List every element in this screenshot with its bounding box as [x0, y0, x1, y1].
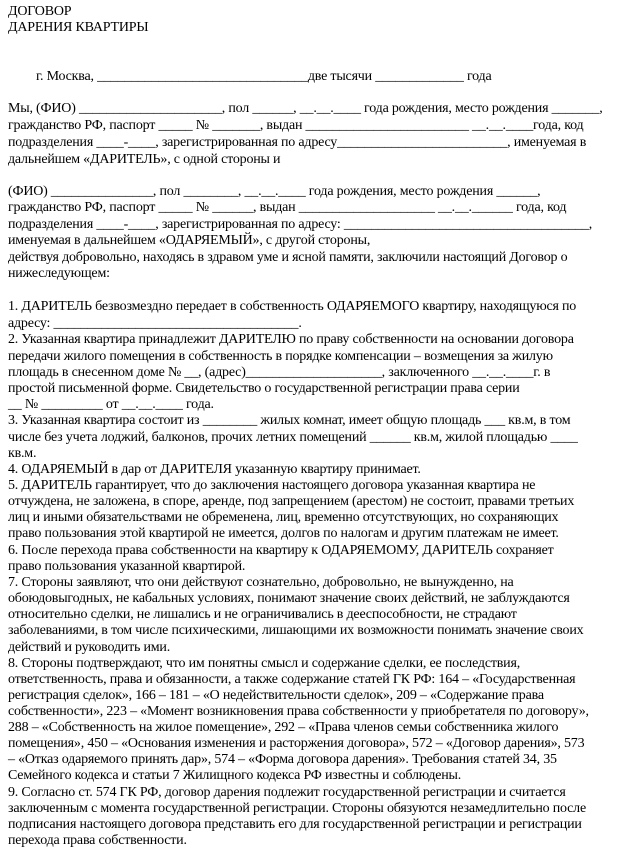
clause-7-line: заболеваниями, в том числе психическими, лишающими их возможности понимать значение своих: [8, 623, 584, 638]
donee-line: гражданство РФ, паспорт _____ № ______, выдан ____________________ __.__.______ года, код: [8, 200, 567, 215]
donee-line: подразделения ____-____, зарегистрированная по адресу: ____________________________________,: [8, 217, 593, 232]
clause-8-line: регистрация сделок», 166 – 181 – «О недействительности сделок», 209 – «Содержание права: [8, 688, 544, 703]
donee-line: именуемая в дальнейшем «ОДАРЯЕМЫЙ», с другой стороны,: [8, 233, 371, 248]
clause-7-line: действий и руководить ими.: [8, 640, 171, 655]
clause-2-line: простой письменной форме. Свидетельство о государственной регистрации права серии: [8, 381, 520, 396]
clause-5-line: 5. ДАРИТЕЛЬ гарантирует, что до заключения настоящего договора указанная квартира не: [8, 478, 536, 493]
donor-line: подразделения ____-____, зарегистрированная по адресу_________________________, именуемая в: [8, 135, 587, 150]
donor-line: Мы, (ФИО) _____________________, пол ______, __.__.____ года рождения, место рождения _______,: [8, 101, 603, 116]
clause-2-line: передачи жилого помещения в собственность в порядке компенсации – возмещения за жилую: [8, 349, 553, 364]
clause-3-line: числе без учета лоджий, балконов, прочих летних помещений ______ кв.м, жилой площадью ____: [8, 430, 578, 445]
clause-9-line: заключенным с момента государственной регистрации. Стороны обязуются незамедлительно после: [8, 801, 586, 816]
clause-8-line: – «Отказ одаряемого принять дар», 574 – «Форма договора дарения». Требования статей 34, 35: [8, 752, 557, 767]
title-line-2: ДАРЕНИЯ КВАРТИРЫ: [8, 20, 149, 35]
clause-2-line: 2. Указанная квартира принадлежит ДАРИТЕЛЮ по праву собственности на основании договора: [8, 332, 574, 347]
clause-7-line: обоюдовыгодных, не кабальных условиях, понимают значение своих действий, не заблуждаются: [8, 591, 570, 606]
clause-2-line: __ № _________ от __.__.____ года.: [8, 397, 214, 412]
clause-8-line: 8. Стороны подтверждают, что им понятны смысл и содержание сделки, ее последствия,: [8, 656, 521, 671]
clause-6-line: право пользования указанной квартирой.: [8, 559, 246, 574]
clause-9-line: перехода права собственности.: [8, 833, 187, 848]
clause-9-line: 9. Согласно ст. 574 ГК РФ, договор дарения подлежит государственной регистрации и считается: [8, 785, 566, 800]
donee-line: действуя добровольно, находясь в здравом уме и ясной памяти, заключили настоящий Договор о: [8, 250, 568, 265]
clause-3-line: 3. Указанная квартира состоит из ________ жилых комнат, имеет общую площадь ___ кв.м, в том: [8, 413, 571, 428]
clause-8-line: 288 – «Собственность на жилое помещение», 292 – «Права членов семьи собственника жилого: [8, 720, 559, 735]
clause-7-line: относительно сделки, не лишались и не ограничивались в дееспособности, не страдают: [8, 607, 517, 622]
clause-3-line: кв.м.: [8, 446, 37, 461]
clause-1-line: 1. ДАРИТЕЛЬ безвозмездно передает в собственность ОДАРЯЕМОГО квартиру, находящуюся по: [8, 299, 577, 314]
clause-8-line: собственности», 223 – «Момент возникновения права собственности у приобретателя по договору»,: [8, 704, 589, 719]
donee-line: (ФИО) _______________, пол ________, __.__.____ года рождения, место рождения ______,: [8, 184, 541, 199]
clause-8-line: Семейного кодекса и статьи 7 Жилищного кодекса РФ известны и соблюдены.: [8, 768, 462, 783]
clause-8-line: помещения», 450 – «Основания изменения и расторжения договора», 572 – «Договор дарения», 573: [8, 736, 585, 751]
place-date-line: г. Москва, _______________________________две тысячи _____________ года: [36, 69, 492, 84]
clause-5-line: отчуждена, не заложена, в споре, аренде, под запрещением (арестом) не состоит, правами третьих: [8, 494, 575, 509]
clause-8-line: ответственность, права и обязанности, а также содержание статей ГК РФ: 164 – «Государственная: [8, 672, 576, 687]
clause-6-line: 6. После перехода права собственности на квартиру к ОДАРЯЕМОМУ, ДАРИТЕЛЬ сохраняет: [8, 543, 554, 558]
title-line-1: ДОГОВОР: [8, 4, 72, 19]
donor-line: гражданство РФ, паспорт _____ № _______, выдан ________________________ __.__.____года, код: [8, 118, 584, 133]
donee-line: нижеследующем:: [8, 266, 110, 281]
clause-1-line: адресу: ____________________________________.: [8, 316, 302, 331]
clause-5-line: право пользования этой квартирой не имеется, долгов по налогам и другим платежам не имеет.: [8, 526, 559, 541]
clause-4-line: 4. ОДАРЯЕМЫЙ в дар от ДАРИТЕЛЯ указанную квартиру принимает.: [8, 462, 421, 477]
clause-2-line: площадь в снесенном доме № __, (адрес)____________________, заключенного __.__.____г. в: [8, 365, 551, 380]
clause-5-line: лиц и иными обязательствами не обременена, лиц, временно отсутствующих, но сохраняющих: [8, 510, 559, 525]
clause-9-line: подписания настоящего договора представить его для государственной регистрации и регистрации: [8, 817, 582, 832]
clause-7-line: 7. Стороны заявляют, что они действуют сознательно, добровольно, не вынужденно, на: [8, 575, 514, 590]
donor-line: дальнейшем «ДАРИТЕЛЬ», с одной стороны и: [8, 152, 281, 167]
